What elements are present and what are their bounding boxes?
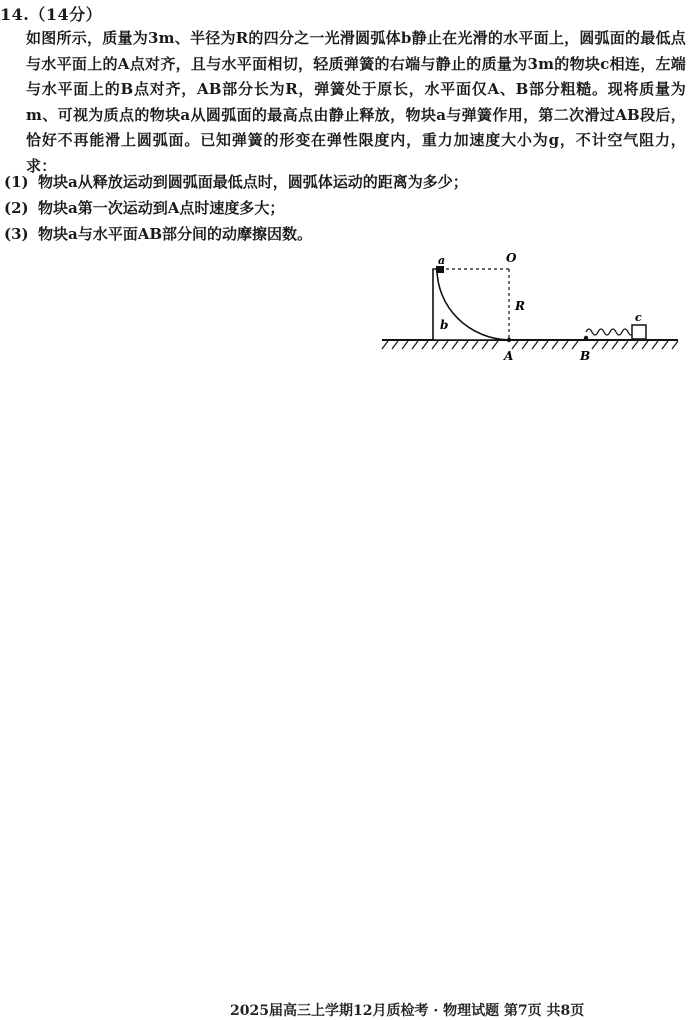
subquestion-1-number: (1)	[4, 173, 29, 191]
block-a	[436, 266, 444, 273]
question-number: 14.（14分）	[0, 5, 103, 24]
physics-figure	[380, 250, 680, 370]
label-a: a	[438, 254, 446, 267]
subquestion-1	[4, 170, 684, 195]
subquestion-3-text: 物块a与水平面AB部分间的动摩擦因数。	[38, 225, 313, 243]
subquestion-3-number: (3)	[4, 225, 29, 243]
subquestion-2-number: (2)	[4, 199, 29, 217]
subquestion-2	[4, 196, 684, 221]
ground	[382, 340, 678, 349]
label-o: O	[506, 251, 517, 265]
question-stem	[26, 26, 686, 180]
label-point-a: A	[504, 349, 514, 363]
label-b: b	[440, 318, 449, 332]
stem-text: 如图所示，质量为3m、半径为R的四分之一光滑圆弧体b静止在光滑的水平面上，圆弧面的最低点与水平面上的A点对齐，且与水平面相切，轻质弹簧的右端与静止的质量为3m的物块c相连，左端与水平面上的B点对齐，AB部分长为R，弹簧处于原长，水平面仅A、B部分粗糙。现将质量为m、可视为质点的物块a从圆弧面的最高点由静止释放，物块a与弹簧作用，第二次滑过AB段后，恰好不再能滑上圆弧面。已知弹簧的形变在弹性限度内，重力加速度大小为g，不计空气阻力，求：	[26, 29, 686, 175]
label-r: R	[515, 299, 525, 313]
subquestion-2-text: 物块a第一次运动到A点时速度多大；	[38, 199, 285, 217]
label-point-b: B	[580, 349, 591, 363]
label-c: c	[635, 311, 642, 324]
spring	[586, 329, 634, 335]
point-b-marker	[584, 336, 588, 340]
point-a-marker	[507, 338, 511, 342]
subquestion-1-text: 物块a从释放运动到圆弧面最低点时，圆弧体运动的距离为多少；	[38, 173, 468, 191]
subquestion-3	[4, 222, 684, 247]
page-footer: 2025届高三上学期12月质检考 · 物理试题 第7页 共8页	[230, 1003, 585, 1019]
block-c	[632, 325, 646, 339]
